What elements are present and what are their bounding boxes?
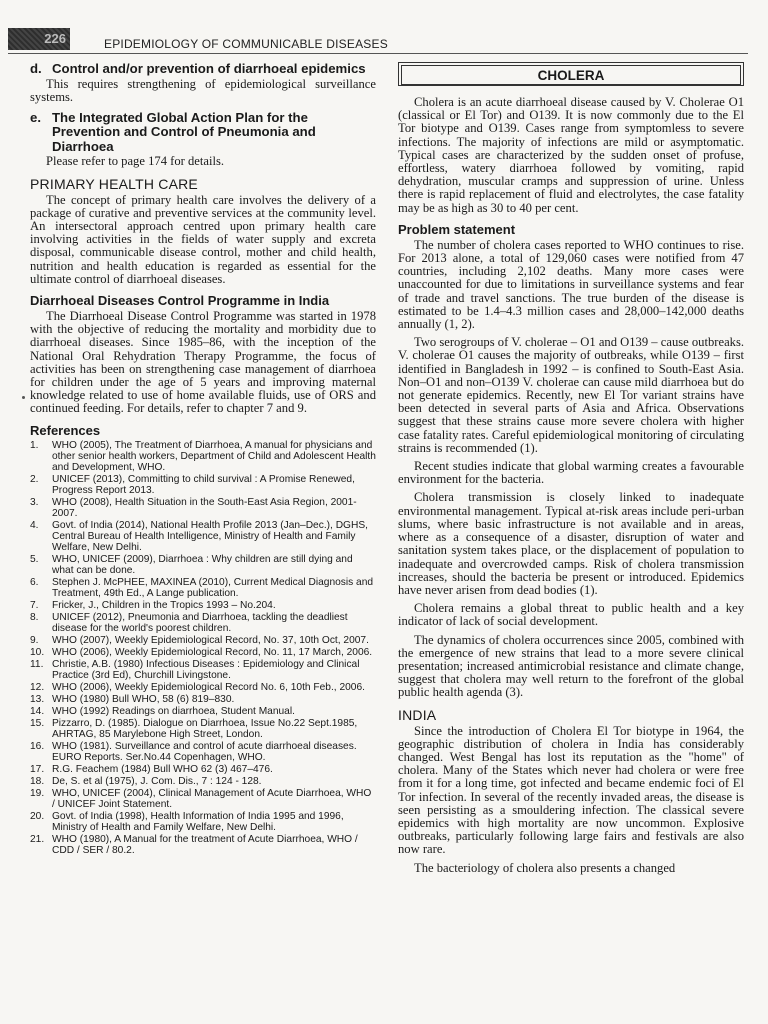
reference-item: 3. WHO (2008), Health Situation in the South-East Asia Region, 2001-2007.: [30, 496, 357, 519]
reference-item: 12. WHO (2006), Weekly Epidemiological Record No. 6, 10th Feb., 2006.: [30, 681, 365, 693]
heading-d: [30, 62, 376, 77]
cholera-title-box: [398, 62, 744, 86]
problem-paragraph: The dynamics of cholera occurrences since 2005, combined with the emergence of new strains that lead to a more severe clinical presentation; increased antimicrobial resistance and climate change, suggest that cholera may well return to the forefront of the global public health agenda (3).: [398, 632, 744, 700]
reference-item: 17. R.G. Feachem (1984) Bull WHO 62 (3) 467–476.: [30, 763, 273, 775]
section-e-text: Please refer to page 174 for details.: [46, 154, 224, 169]
reference-item: 10. WHO (2006), Weekly Epidemiological Record, No. 11, 17 March, 2006.: [30, 646, 373, 658]
left-column: [30, 60, 376, 857]
reference-item: 13. WHO (1980) Bull WHO, 58 (6) 819–830.: [30, 693, 235, 705]
heading-e-title: The Integrated Global Action Plan for the Prevention and Control of Pneumonia and Diarrhoea: [52, 109, 316, 154]
right-column: [398, 60, 744, 875]
heading-d-letter: d.: [30, 61, 42, 76]
reference-list: [30, 440, 376, 856]
heading-primary-health-care: PRIMARY HEALTH CARE: [30, 175, 198, 192]
heading-e-letter: e.: [30, 109, 41, 125]
reference-item: 16. WHO (1981). Surveillance and control of acute diarrhoeal diseases. EURO Reports. Ser.No.44 Copenhagen, WHO.: [30, 740, 357, 763]
reference-item: 4. Govt. of India (2014), National Health Profile 2013 (Jan–Dec.), DGHS, Central Bureau of Health Intelligence, Ministry of Health and Family Welfare, New Delhi.: [30, 519, 368, 553]
reference-item: 2. UNICEF (2013), Committing to child survival : A Promise Renewed, Progress Report 2013.: [30, 473, 355, 496]
phc-paragraph: The concept of primary health care involves the delivery of a package of curative and preventive services at the community level. An intersectoral approach centred upon primary health care involving activities in the fields of water supply and excreta disposal, communicable disease control, mother and child health, nutrition and health education is regarded as essential for the ultimate control of diarrhoeal diseases.: [30, 192, 376, 286]
running-head: EPIDEMIOLOGY OF COMMUNICABLE DISEASES: [104, 37, 388, 51]
reference-item: 8. UNICEF (2012), Pneumonia and Diarrhoea, tackling the deadliest disease for the world's poorest children.: [30, 611, 348, 634]
heading-problem-statement: Problem statement: [398, 221, 516, 237]
header-rule: [8, 53, 748, 54]
heading-e: [30, 111, 376, 155]
cholera-title: CHOLERA: [401, 65, 741, 85]
reference-item: 5. WHO, UNICEF (2009), Diarrhoea : Why children are still dying and what can be done.: [30, 553, 353, 576]
heading-india: INDIA: [398, 706, 437, 723]
ddcp-paragraph: The Diarrhoeal Disease Control Programme was started in 1978 with the objective of reducing the mortality and morbidity due to diarrhoeal diseases. Since 1985–86, with the inception of the National Oral Rehydration Therapy Programme, the focus of activities has been on strengthening case management of diarrhoea for children under the age of 5 years and improving maternal knowledge related to use of home available fluids, use of ORS and continued feeding. For details, refer to chapter 7 and 9.: [30, 309, 376, 416]
india-paragraph: Since the introduction of Cholera El Tor biotype in 1964, the geographic distribution of cholera in India has considerably changed. West Bengal has lost its reputation as the "home" of cholera. Many of the States which never had cholera or were free from it for a long time, got infected and became endemic foci of El Tor infection. In several of the recently invaded areas, the disease is seen persisting as a smouldering infection. The classical severe epidemics with high mortality are now uncommon. Explosive outbreaks, particularly following large fairs and festivals are also now rare.: [398, 723, 744, 857]
reference-item: 20. Govt. of India (1998), Health Information of India 1995 and 1996, Ministry of Health and Family Welfare, New Delhi.: [30, 810, 344, 833]
section-d-text: This requires strengthening of epidemiological surveillance systems.: [30, 76, 376, 104]
problem-paragraph: Cholera transmission is closely linked to inadequate environmental management. Typical at-risk areas include peri-urban slums, where basic infrastructure is not available and in areas, where as a consequence of a disaster, disruption of water and sanitation system takes place, or the displacement of population to inadequate and overcrowded camps. Risk of cholera transmission increases, should the bacteria be present or introduced. Epidemics have never arisen from dead bodies (1).: [398, 490, 744, 597]
reference-item: 18. De, S. et al (1975), J. Com. Dis., 7 : 124 - 128.: [30, 775, 262, 787]
reference-item: 14. WHO (1992) Readings on diarrhoea, Student Manual.: [30, 705, 295, 717]
reference-item: 1. WHO (2005), The Treatment of Diarrhoea, A manual for physicians and other senior health workers, Department of Child and Adolescent Health and Development, WHO.: [30, 439, 376, 473]
cholera-intro: Cholera is an acute diarrhoeal disease caused by V. Cholerae O1 (classical or El Tor) and O139. It is now commonly due to the El Tor biotype and O139. Cases range from symptomless to severe infections. The majority of infections are mild or asymptomatic. Typical cases are characterized by the sudden onset of profuse, effortless, watery diarrhoea followed by vomiting, rapid dehydration, muscular cramps and suppression of urine. Unless there is rapid replacement of fluid and electrolytes, the case fatality may be as high as 30 to 40 per cent.: [398, 95, 744, 215]
india-paragraph: The bacteriology of cholera also presents a changed: [414, 860, 676, 875]
heading-references: References: [30, 422, 101, 438]
heading-d-title: Control and/or prevention of diarrhoeal epidemics: [52, 61, 366, 76]
margin-dot: [22, 396, 25, 399]
reference-item: 21. WHO (1980), A Manual for the treatment of Acute Diarrhoea, WHO / CDD / SER / 80.2.: [30, 833, 358, 856]
problem-paragraph: Two serogroups of V. cholerae – O1 and O139 – cause outbreaks. V. cholerae O1 causes the majority of outbreaks, while O139 – first identified in Bangladesh in 1992 – is confined to South-East Asia. Non–O1 and non–O139 V. cholerae can cause mild diarrhoea but do not generate epidemics. Recently, new El Tor variant strains have been detected in several parts of Asia and Africa. Observations suggest that these strains cause more severe cholera with higher case fatality rates. Careful epidemiological monitoring of circulating strains is recommended (1).: [398, 335, 744, 455]
reference-item: 19. WHO, UNICEF (2004), Clinical Management of Acute Diarrhoea, WHO / UNICEF Joint Statement.: [30, 787, 372, 810]
page-number: 226: [8, 28, 70, 50]
problem-paragraph: Cholera remains a global threat to public health and a key indicator of lack of social development.: [398, 601, 744, 629]
problem-paragraph: Recent studies indicate that global warming creates a favourable environment for the bacteria.: [398, 459, 744, 487]
reference-item: 15. Pizzarro, D. (1985). Dialogue on Diarrhoea, Issue No.22 Sept.1985, AHRTAG, 85 Marylebone High Street, London.: [30, 717, 358, 740]
reference-item: 7. Fricker, J., Children in the Tropics 1993 – No.204.: [30, 599, 276, 611]
reference-item: 9. WHO (2007), Weekly Epidemiological Record, No. 37, 10th Oct, 2007.: [30, 634, 369, 646]
reference-item: 11. Christie, A.B. (1980) Infectious Diseases : Epidemiology and Clinical Practice (3rd Ed), Churchill Livingstone.: [30, 658, 360, 681]
problem-paragraph: The number of cholera cases reported to WHO continues to rise. For 2013 alone, a total of 129,060 cases were notified from 47 countries, including 2,102 deaths. Many more cases were unaccounted for due to limitations in surveillance systems and fear of trade and travel sanctions. The true burden of the disease is estimated to be 1.4–4.3 million cases and 28,000–142,000 deaths annually (1, 2).: [398, 237, 744, 332]
heading-ddcp: Diarrhoeal Diseases Control Programme in India: [30, 293, 330, 309]
reference-item: 6. Stephen J. McPHEE, MAXINEA (2010), Current Medical Diagnosis and Treatment, 49th Ed., A Lange publication.: [30, 576, 374, 599]
